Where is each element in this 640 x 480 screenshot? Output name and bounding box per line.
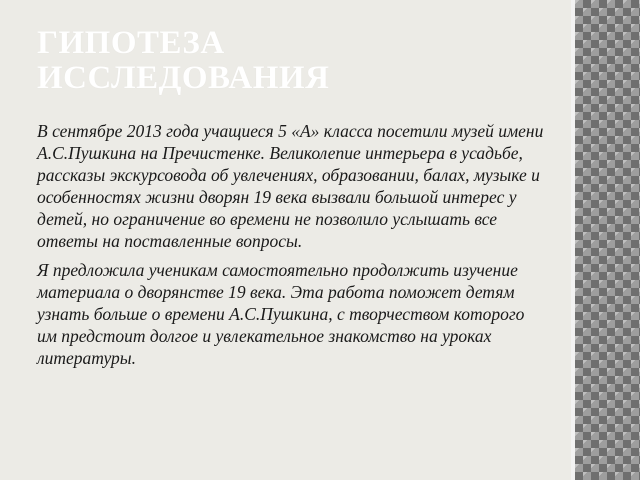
slide-title: ГИПОТЕЗА ИССЛЕДОВАНИЯ [37, 25, 330, 96]
decorative-pattern-strip [571, 0, 640, 480]
slide-body [37, 120, 547, 376]
paragraph-2: Я предложила ученикам самостоятельно продолжить изучение материала о дворянстве 19 века. Эта работа поможет детям узнать больше о времени А.С.Пушкина, с творчеством которого им предстоит долгое и увлекательное знакомство на уроках литературы. [37, 260, 525, 368]
paragraph-1: В сентябре 2013 года учащиеся 5 «А» класса посетили музей имени А.С.Пушкина на Пречистенке. Великолепие интерьера в усадьбе, рассказы экскурсовода об увлечениях, образовании, балах, музыке и особенностях жизни дворян 19 века вызвали большой интерес у детей, но ограничение во времени не позволило услышать все ответы на поставленные вопросы. [37, 121, 544, 251]
